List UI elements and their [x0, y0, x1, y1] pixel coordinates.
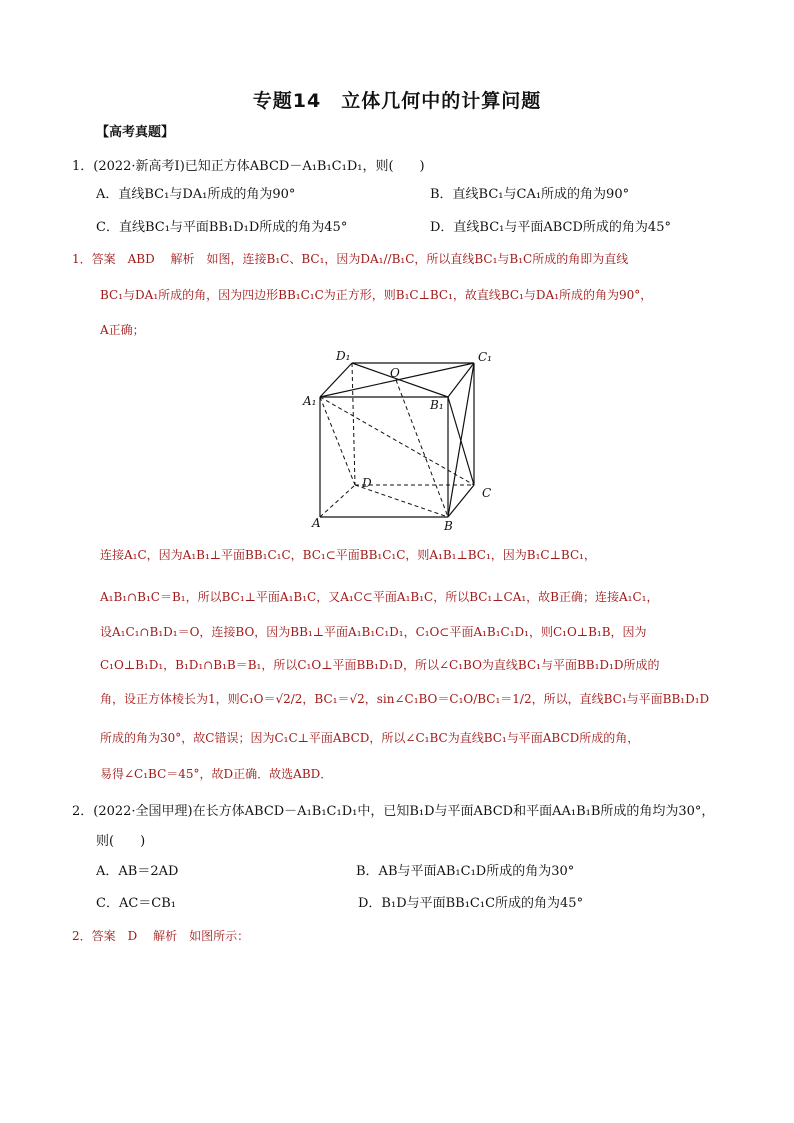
q1-option-c: C．直线BC₁与平面BB₁D₁D所成的角为45°: [96, 220, 348, 235]
q1-answer-line-1: 1．答案 ABD 解析 如图，连接B₁C、BC₁，因为DA₁//B₁C，所以直线BC₁与B₁C所成的角即为直线: [72, 252, 629, 266]
q1-option-b: B．直线BC₁与CA₁所成的角为90°: [430, 187, 630, 202]
q1-answer-line-7: C₁O⊥B₁D₁，B₁D₁∩B₁B＝B₁，所以C₁O⊥平面BB₁D₁D，所以∠C₁BO为直线BC₁与平面BB₁D₁D所成的: [100, 658, 660, 672]
section-heading: 【高考真题】: [96, 125, 175, 140]
q1-stem: 1．(2022·新高考Ⅰ)已知正方体ABCD－A₁B₁C₁D₁，则( ): [72, 159, 425, 174]
label-a: A: [312, 516, 321, 530]
q1-option-a: A．直线BC₁与DA₁所成的角为90°: [96, 187, 296, 202]
q1-answer-line-2: BC₁与DA₁所成的角，因为四边形BB₁C₁C为正方形，则B₁C⊥BC₁，故直线BC₁与DA₁所成的角为90°，: [100, 288, 653, 302]
q1-answer-line-4: 连接A₁C，因为A₁B₁⊥平面BB₁C₁C，BC₁⊂平面BB₁C₁C，则A₁B₁⊥BC₁，因为B₁C⊥BC₁，: [100, 548, 596, 562]
q2-option-d: D．B₁D与平面BB₁C₁C所成的角为45°: [358, 896, 584, 911]
q1-answer-line-10: 易得∠C₁BC＝45°，故D正确．故选ABD．: [100, 767, 333, 781]
label-c1: C₁: [478, 350, 492, 364]
label-d1: D₁: [336, 349, 351, 363]
label-b1: B₁: [430, 398, 444, 412]
q1-answer-line-9: 所成的角为30°，故C错误；因为C₁C⊥平面ABCD，所以∠C₁BC为直线BC₁与平面ABCD所成的角，: [100, 731, 640, 745]
q2-stem: 2．(2022·全国甲理)在长方体ABCD－A₁B₁C₁D₁中，已知B₁D与平面ABCD和平面AA₁B₁B所成的角均为30°，: [72, 804, 715, 819]
label-o: O: [390, 366, 400, 380]
q2-answer: 2．答案 D 解析 如图所示：: [72, 929, 250, 943]
label-c: C: [482, 486, 492, 500]
q2-option-b: B．AB与平面AB₁C₁D所成的角为30°: [356, 864, 575, 879]
q1-answer-line-5: A₁B₁∩B₁C＝B₁，所以BC₁⊥平面A₁B₁C，又A₁C⊂平面A₁B₁C，所以BC₁⊥CA₁，故B正确；连接A₁C₁，: [100, 590, 659, 604]
q1-option-d: D．直线BC₁与平面ABCD所成的角为45°: [430, 220, 671, 235]
q2-option-a: A．AB＝2AD: [96, 864, 179, 879]
label-b: B: [444, 519, 453, 533]
q1-answer-line-6: 设A₁C₁∩B₁D₁＝O，连接BO，因为BB₁⊥平面A₁B₁C₁D₁，C₁O⊂平面A₁B₁C₁D₁，则C₁O⊥B₁B，因为: [100, 625, 647, 639]
q2-option-c: C．AC＝CB₁: [96, 896, 176, 911]
label-d: D: [362, 476, 372, 490]
label-a1: A₁: [303, 394, 317, 408]
q2-stem-cont: 则( ): [96, 834, 146, 849]
q1-answer-line-3: A正确；: [100, 323, 145, 337]
q1-answer-line-8: 角，设正方体棱长为1，则C₁O＝√2/2，BC₁＝√2，sin∠C₁BO＝C₁O/BC₁＝1/2，所以，直线BC₁与平面BB₁D₁D: [100, 692, 710, 706]
cube-figure: [300, 345, 500, 535]
page-title: 专题14 立体几何中的计算问题: [252, 90, 542, 112]
